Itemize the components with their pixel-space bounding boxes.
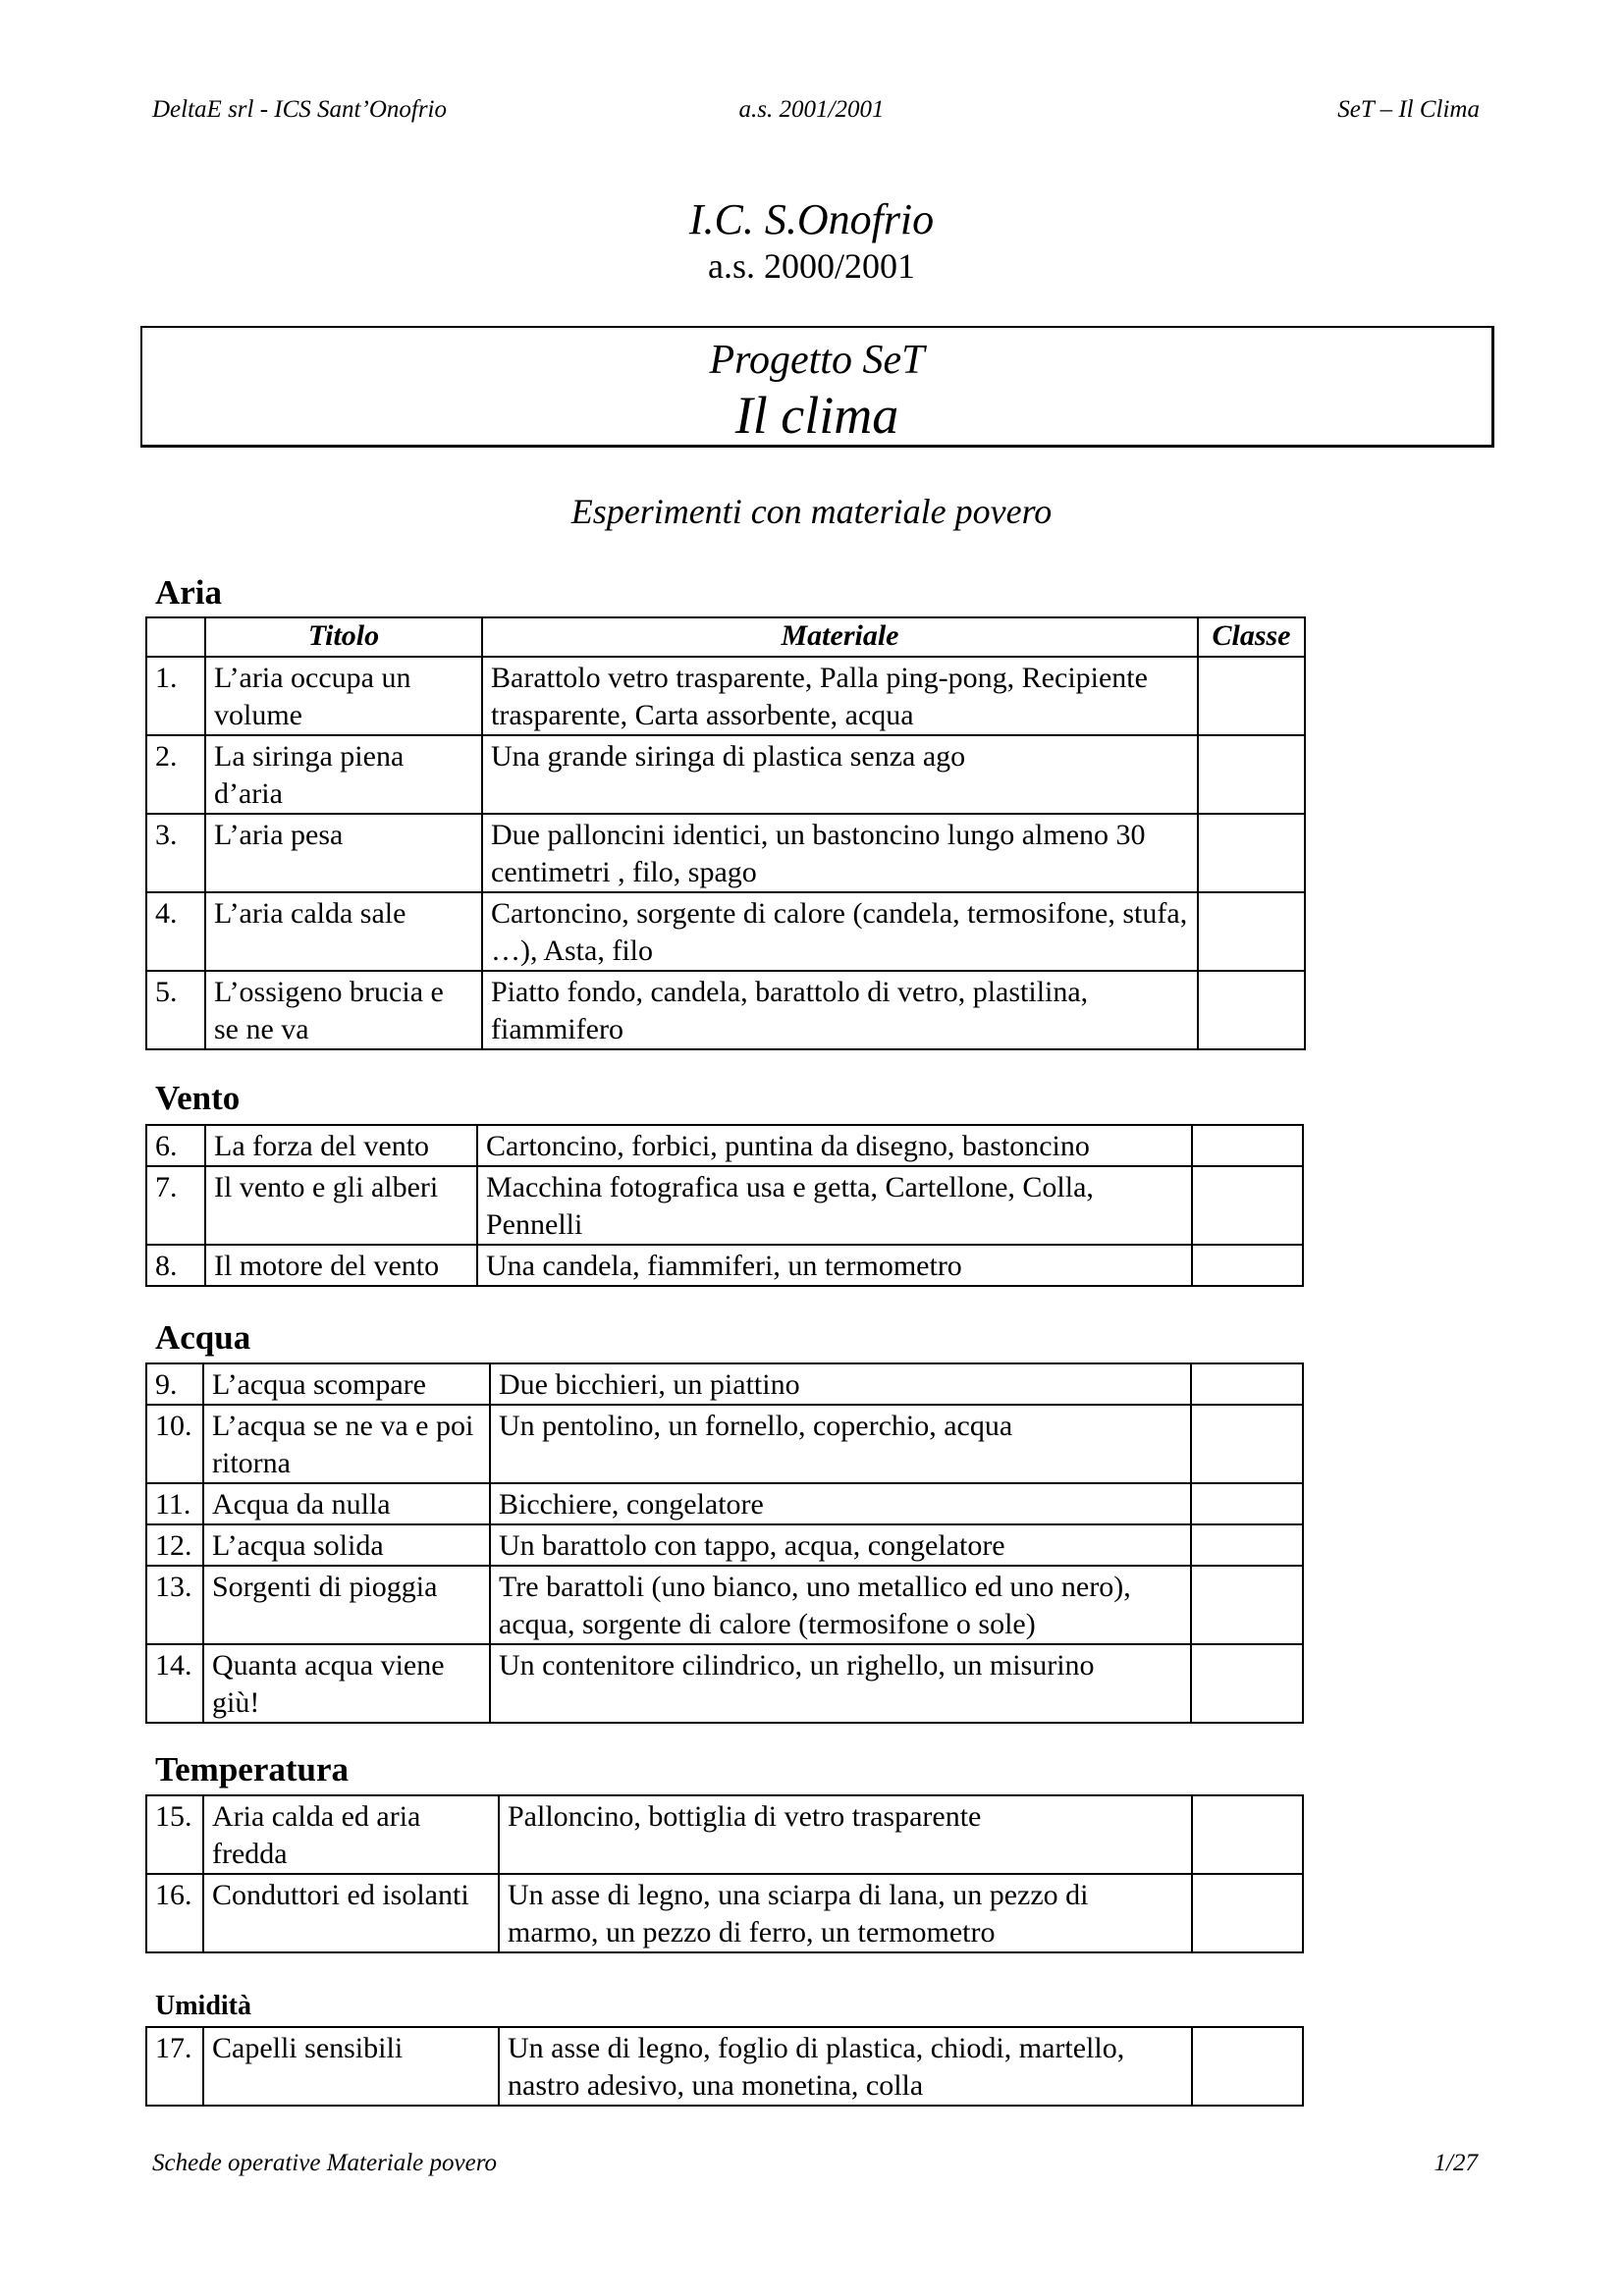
row-materiale: Barattolo vetro trasparente, Palla ping-pong, Recipiente trasparente, Carta assorbente, acqua: [482, 657, 1198, 735]
row-number: 4.: [146, 892, 205, 971]
row-materiale: Piatto fondo, candela, barattolo di vetro, plastilina, fiammifero: [482, 971, 1198, 1049]
row-titolo: La siringa piena d’aria: [205, 735, 482, 814]
column-header-titolo: Titolo: [205, 617, 482, 657]
row-number: 15.: [146, 1795, 203, 1874]
table-header-row: [146, 617, 1305, 657]
title-box: [140, 326, 1494, 448]
row-titolo: L’acqua solida: [203, 1524, 490, 1566]
table-row: [146, 971, 1305, 1049]
row-number: 7.: [146, 1166, 205, 1245]
section-heading-vento: Vento: [155, 1079, 241, 1117]
row-titolo: Conduttori ed isolanti: [203, 1874, 499, 1952]
row-number: 13.: [146, 1566, 203, 1644]
row-materiale: Un contenitore cilindrico, un righello, un misurino: [490, 1644, 1191, 1723]
document-title: Il clima: [734, 386, 899, 445]
row-classe: [1198, 657, 1305, 735]
table-vento: [145, 1124, 1304, 1287]
row-titolo: La forza del vento: [205, 1125, 477, 1166]
row-materiale: Cartoncino, forbici, puntina da disegno, bastoncino: [477, 1125, 1192, 1166]
row-titolo: Il motore del vento: [205, 1245, 477, 1286]
subtitle: Esperimenti con materiale povero: [570, 492, 1053, 531]
row-classe: [1192, 1874, 1303, 1952]
header-left: DeltaE srl - ICS Sant’Onofrio: [152, 96, 447, 123]
row-materiale: Una grande siringa di plastica senza ago: [482, 735, 1198, 814]
row-titolo: L’acqua se ne va e poi ritorna: [203, 1405, 490, 1483]
row-classe: [1198, 971, 1305, 1049]
table-acqua: [145, 1362, 1304, 1724]
row-materiale: Un barattolo con tappo, acqua, congelatore: [490, 1524, 1191, 1566]
row-materiale: Due palloncini identici, un bastoncino lungo almeno 30 centimetri , filo, spago: [482, 814, 1198, 892]
row-titolo: Quanta acqua viene giù!: [203, 1644, 490, 1723]
row-titolo: Acqua da nulla: [203, 1483, 490, 1524]
section-heading-aria: Aria: [155, 573, 223, 612]
row-number: 6.: [146, 1125, 205, 1166]
school-name: I.C. S.Onofrio: [688, 195, 935, 243]
row-materiale: Un pentolino, un fornello, coperchio, acqua: [490, 1405, 1191, 1483]
row-number: 10.: [146, 1405, 203, 1483]
row-number: 9.: [146, 1363, 203, 1405]
row-number: 5.: [146, 971, 205, 1049]
row-titolo: Aria calda ed aria fredda: [203, 1795, 499, 1874]
header-number-cell: [146, 617, 205, 657]
section-heading-umidita: Umidità: [155, 1991, 251, 2021]
table-row: [146, 1363, 1303, 1405]
table-row: [146, 814, 1305, 892]
row-materiale: Bicchiere, congelatore: [490, 1483, 1191, 1524]
column-header-classe: Classe: [1198, 617, 1305, 657]
row-classe: [1192, 1795, 1303, 1874]
row-materiale: Un asse di legno, una sciarpa di lana, un pezzo di marmo, un pezzo di ferro, un termometro: [499, 1874, 1192, 1952]
column-header-materiale: Materiale: [482, 617, 1198, 657]
page-number: 1/27: [1434, 2150, 1478, 2176]
row-classe: [1191, 1405, 1303, 1483]
table-row: [146, 892, 1305, 971]
table-temperatura: [145, 1794, 1304, 1953]
row-classe: [1192, 1125, 1303, 1166]
table-row: [146, 1166, 1303, 1245]
table-row: [146, 1245, 1303, 1286]
row-materiale: Tre barattoli (uno bianco, uno metallico ed uno nero), acqua, sorgente di calore (termosifone o sole): [490, 1566, 1191, 1644]
row-materiale: Un asse di legno, foglio di plastica, chiodi, martello, nastro adesivo, una monetina, colla: [499, 2027, 1192, 2106]
row-titolo: L’ossigeno brucia e se ne va: [205, 971, 482, 1049]
row-titolo: L’aria calda sale: [205, 892, 482, 971]
table-row: [146, 1405, 1303, 1483]
table-row: [146, 1524, 1303, 1566]
table-row: [146, 1125, 1303, 1166]
footer-left: Schede operative Materiale povero: [152, 2150, 498, 2176]
table-aria: [145, 616, 1306, 1050]
row-classe: [1191, 1566, 1303, 1644]
row-classe: [1198, 735, 1305, 814]
row-materiale: Una candela, fiammiferi, un termometro: [477, 1245, 1192, 1286]
row-titolo: Sorgenti di pioggia: [203, 1566, 490, 1644]
row-classe: [1198, 814, 1305, 892]
row-classe: [1191, 1483, 1303, 1524]
row-materiale: Due bicchieri, un piattino: [490, 1363, 1191, 1405]
row-number: 16.: [146, 1874, 203, 1952]
row-classe: [1191, 1524, 1303, 1566]
row-classe: [1192, 1245, 1303, 1286]
row-classe: [1192, 1166, 1303, 1245]
row-titolo: L’aria occupa un volume: [205, 657, 482, 735]
header-center: a.s. 2001/2001: [738, 96, 885, 123]
row-materiale: Palloncino, bottiglia di vetro trasparente: [499, 1795, 1192, 1874]
row-number: 11.: [146, 1483, 203, 1524]
row-number: 12.: [146, 1524, 203, 1566]
row-titolo: Il vento e gli alberi: [205, 1166, 477, 1245]
table-row: [146, 1644, 1303, 1723]
table-row: [146, 2027, 1303, 2106]
table-row: [146, 1566, 1303, 1644]
row-materiale: Macchina fotografica usa e getta, Cartellone, Colla, Pennelli: [477, 1166, 1192, 1245]
row-number: 3.: [146, 814, 205, 892]
table-row: [146, 735, 1305, 814]
row-classe: [1192, 2027, 1303, 2106]
section-heading-acqua: Acqua: [155, 1318, 251, 1357]
table-row: [146, 657, 1305, 735]
table-row: [146, 1795, 1303, 1874]
row-classe: [1191, 1644, 1303, 1723]
table-row: [146, 1483, 1303, 1524]
section-heading-temperatura: Temperatura: [155, 1750, 350, 1789]
table-umidita: [145, 2026, 1304, 2107]
row-classe: [1198, 892, 1305, 971]
row-number: 1.: [146, 657, 205, 735]
row-materiale: Cartoncino, sorgente di calore (candela, termosifone, stufa, …), Asta, filo: [482, 892, 1198, 971]
project-name: Progetto SeT: [709, 338, 925, 383]
header-right: SeT – Il Clima: [1337, 96, 1480, 123]
row-number: 8.: [146, 1245, 205, 1286]
row-titolo: L’acqua scompare: [203, 1363, 490, 1405]
row-number: 2.: [146, 735, 205, 814]
table-row: [146, 1874, 1303, 1952]
row-titolo: L’aria pesa: [205, 814, 482, 892]
row-number: 14.: [146, 1644, 203, 1723]
school-year: a.s. 2000/2001: [708, 246, 915, 286]
row-titolo: Capelli sensibili: [203, 2027, 499, 2106]
row-classe: [1191, 1363, 1303, 1405]
row-number: 17.: [146, 2027, 203, 2106]
